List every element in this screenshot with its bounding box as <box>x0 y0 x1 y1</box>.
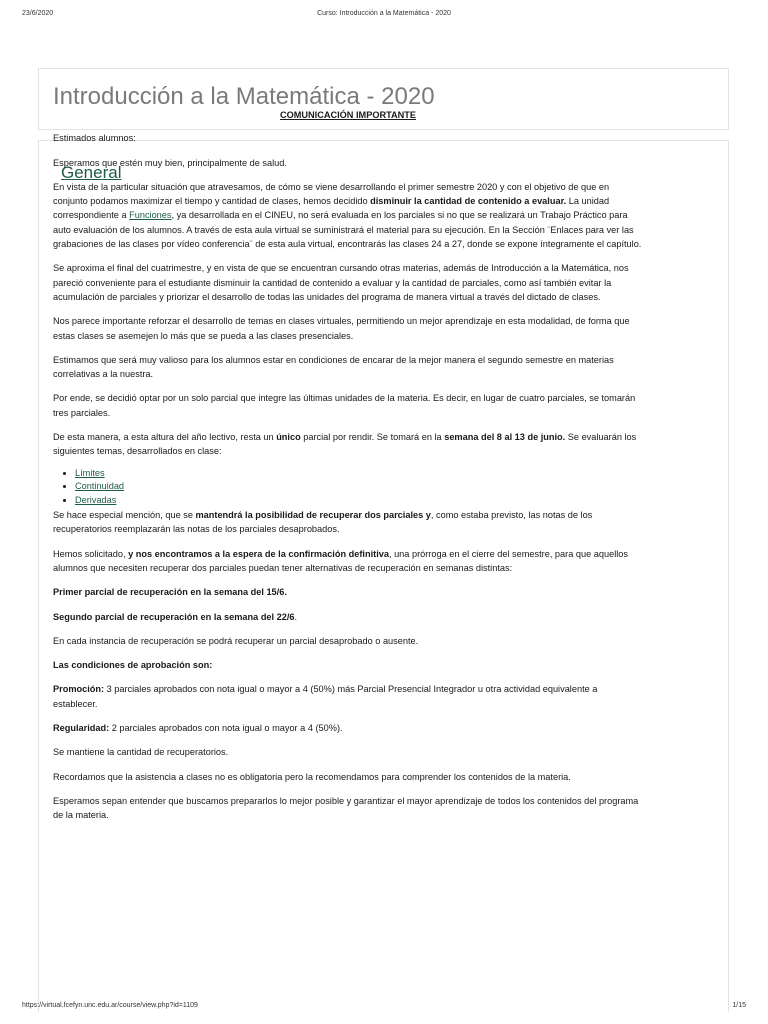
list-item <box>75 467 643 481</box>
funciones-link[interactable]: Funciones <box>129 210 172 221</box>
paragraph-2: En vista de la particular situación que atravesamos, de cómo se viene desarrollando el primer semestre 2020 y con el objetivo de que en conjunto podamos maximizar el tiempo y cantidad de clases, hemos decidido disminuir la cantidad de contenido a evaluar. La unidad correspondiente a Funciones, ya desarrollada en el CINEU, no será evaluada en los parciales si no que se realizará un Trabajo Práctico para auto evaluación de los alumnos. A través de esta aula virtual se suministrará el material para su ejecución. En la Sección ¨Enlaces para ver las grabaciones de las clases por vídeo conferencia¨ de esta aula virtual, encontrarás las clases 24 a 27, donde se expone íntegramente el capítulo. <box>53 181 642 250</box>
paragraph-7: De esta manera, a esta altura del año lectivo, resta un único parcial por rendir. Se tomará en la semana del 8 al 13 de junio. Se evaluarán los siguientes temas, desarrollados en clase: <box>53 432 637 457</box>
paragraph-8: Se hace especial mención, que se mantendrá la posibilidad de recuperar dos parciales y, como estaba previsto, las notas de los recuperatorios reemplazarán las notas de los parciales desaprobados. <box>53 510 593 535</box>
topics-list <box>53 467 643 508</box>
list-item <box>75 480 643 494</box>
paragraph-14: Promoción: 3 parciales aprobados con nota igual o mayor a 4 (50%) más Parcial Presencial Integrador u otra actividad equivalente a establecer. <box>53 684 598 709</box>
paragraph-15: Regularidad: 2 parciales aprobados con nota igual o mayor a 4 (50%). <box>53 723 343 733</box>
paragraph-4: Nos parece importante reforzar el desarrollo de temas en clases virtuales, permitiendo un mejor aprendizaje en esta modalidad, de forma que estas clases se asemejen lo más que se pueda a las clases presenciales. <box>53 316 630 341</box>
paragraph-16: Se mantiene la cantidad de recuperatorios. <box>53 747 229 758</box>
print-doc-title: Curso: Introducción a la Matemática - 2020 <box>317 10 451 17</box>
greeting: Estimados alumnos: <box>53 133 136 144</box>
paragraph-6: Por ende, se decidió optar por un solo parcial que integre las últimas unidades de la materia. Es decir, en lugar de cuatro parciales, se tomarán tres parciales. <box>53 393 636 418</box>
paragraph-3: Se aproxima el final del cuatrimestre, y en vista de que se encuentran cursando otras materias, además de Introducción a la Matemática, nos pareció conveniente para el estudiante disminuir la cantidad de contenido a evaluar y la cantidad de parciales, como así también evitar la acumulación de parciales y priorizar el desarrollo de todas las unidades del programa de manera virtual a través del dictado de clases. <box>53 263 629 302</box>
course-title: Introducción a la Matemática - 2020 <box>53 83 435 110</box>
paragraph-9: Hemos solicitado, y nos encontramos a la espera de la confirmación definitiva, una prórroga en el cierre del semestre, para que aquellos alumnos que necesiten recuperar dos parciales puedan tener alternativas de recuperación en semanas distintas: <box>53 548 628 573</box>
notice-title: COMUNICACIÓN IMPORTANTE <box>279 110 417 120</box>
section-heading-link[interactable]: General <box>61 163 122 182</box>
topic-link-limites[interactable]: Límites <box>75 467 105 478</box>
paragraph-5: Estimamos que será muy valioso para los alumnos estar en condiciones de encarar de la mejor manera el segundo semestre en materias correlativas a la nuestra. <box>53 354 614 380</box>
list-item <box>75 494 643 508</box>
topic-link-derivadas[interactable]: Derivadas <box>75 495 117 506</box>
paragraph-1: Esperamos que estén muy bien, principalmente de salud. <box>53 157 287 168</box>
announcement-content <box>53 108 643 832</box>
paragraph-18: Esperamos sepan entender que buscamos prepararlos lo mejor posible y garantizar el mayor aprendizaje de todos los contenidos del programa de la materia. <box>53 795 639 821</box>
print-url: https://virtual.fcefyn.unc.edu.ar/course/view.php?id=1109 <box>22 1002 198 1009</box>
topic-link-continuidad[interactable]: Continuidad <box>75 481 125 492</box>
print-header <box>22 10 746 22</box>
paragraph-13: Las condiciones de aprobación son: <box>53 660 213 671</box>
paragraph-17: Recordamos que la asistencia a clases no es obligatoria pero la recomendamos para comprender los contenidos de la materia. <box>53 771 571 782</box>
print-date: 23/6/2020 <box>22 10 54 17</box>
paragraph-12: En cada instancia de recuperación se podrá recuperar un parcial desaprobado o ausente. <box>53 635 419 646</box>
print-page-number: 1/15 <box>732 1002 746 1009</box>
print-footer <box>22 1002 746 1014</box>
paragraph-11: Segundo parcial de recuperación en la semana del 22/6. <box>53 611 298 622</box>
paragraph-10: Primer parcial de recuperación en la semana del 15/6. <box>53 587 287 598</box>
